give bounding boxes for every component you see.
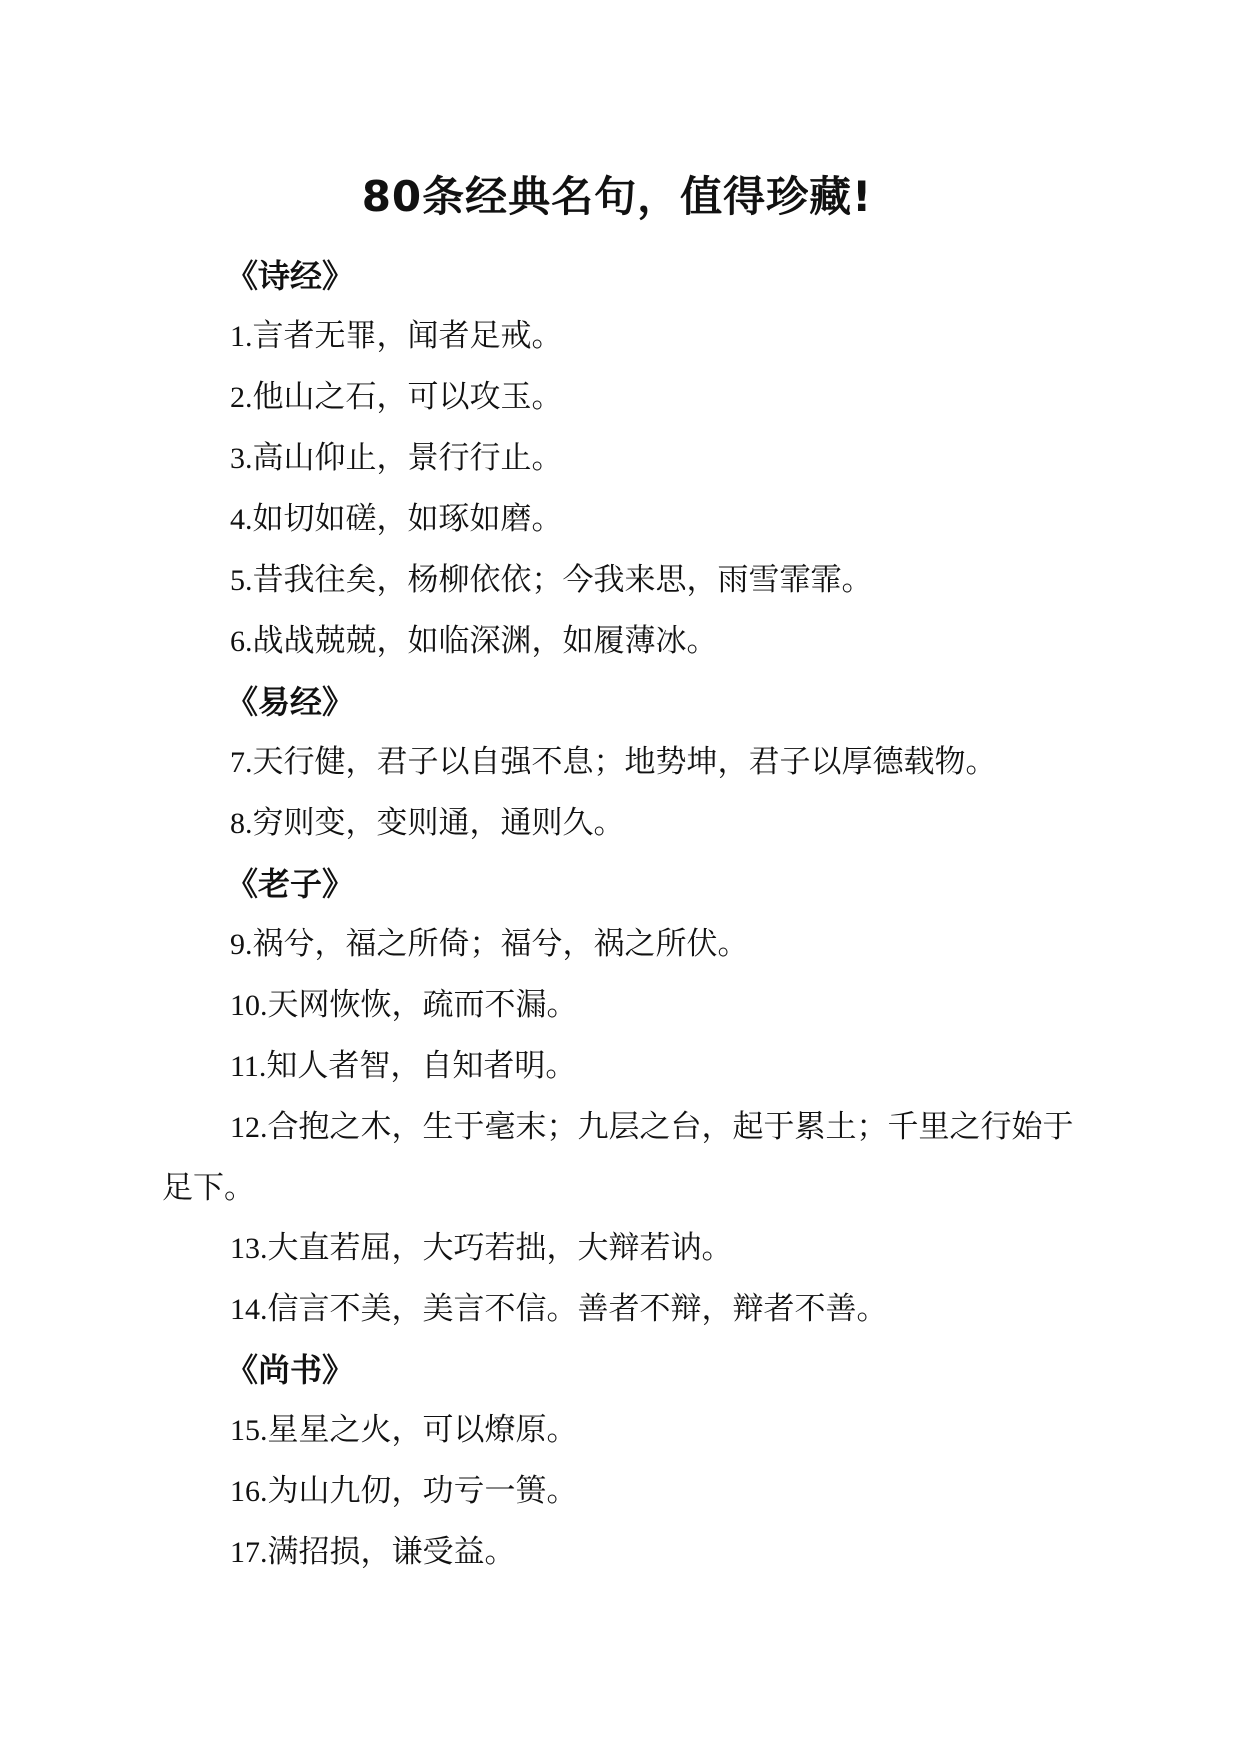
quote-text: 星星之火，可以燎原。 — [267, 1412, 578, 1448]
quote-number: 11. — [230, 1050, 267, 1083]
quote-number: 3. — [230, 442, 253, 475]
quote-item — [162, 489, 1082, 550]
quote-item — [162, 1279, 1082, 1340]
quote-number: 10. — [230, 989, 268, 1022]
quote-item — [162, 1036, 1082, 1097]
quote-number: 1. — [230, 320, 253, 353]
quote-item — [162, 306, 1082, 367]
quote-text: 昔我往矣，杨柳依依；今我来思，雨雪霏霏。 — [252, 562, 873, 598]
quote-item — [162, 1461, 1082, 1522]
quote-text: 如切如磋，如琢如磨。 — [252, 501, 563, 537]
section-heading-yijing: 《易经》 — [226, 683, 355, 721]
quote-item — [162, 611, 1082, 672]
quote-text: 为山九仞，功亏一篑。 — [267, 1473, 578, 1509]
quote-number: 9. — [230, 928, 253, 961]
document-body — [162, 246, 1082, 1583]
quote-item — [162, 1522, 1082, 1583]
quote-text: 高山仰止，景行行止。 — [252, 440, 563, 476]
quote-text: 大直若屈，大巧若拙，大辩若讷。 — [267, 1230, 733, 1266]
section-heading-laozi: 《老子》 — [226, 865, 355, 903]
quote-text: 穷则变，变则通，通则久。 — [252, 805, 625, 841]
quote-text: 战战兢兢，如临深渊，如履薄冰。 — [252, 623, 718, 659]
section-heading-shangshu: 《尚书》 — [226, 1351, 355, 1389]
quote-item — [162, 914, 1082, 975]
quote-item — [162, 1400, 1082, 1461]
quote-number: 7. — [230, 746, 253, 779]
quote-number: 14. — [230, 1293, 268, 1326]
quote-text: 他山之石，可以攻玉。 — [252, 379, 563, 415]
quote-number: 17. — [230, 1536, 268, 1569]
quote-text: 言者无罪，闻者足戒。 — [252, 318, 563, 354]
quote-text: 满招损，谦受益。 — [267, 1534, 516, 1570]
quote-item — [162, 1097, 1082, 1218]
quote-number: 16. — [230, 1475, 268, 1508]
quote-number: 15. — [230, 1414, 268, 1447]
quote-item — [162, 367, 1082, 428]
quote-text: 知人者智，自知者明。 — [266, 1048, 577, 1084]
quote-number: 13. — [230, 1232, 268, 1265]
quote-text: 信言不美，美言不信。善者不辩，辩者不善。 — [267, 1291, 888, 1327]
quote-item — [162, 732, 1082, 793]
quote-text: 合抱之木，生于毫末；九层之台，起于累土；千里之行始于足下。 — [162, 1109, 1074, 1206]
quote-item — [162, 428, 1082, 489]
quote-number: 6. — [230, 625, 253, 658]
quote-item — [162, 550, 1082, 611]
quote-number: 5. — [230, 564, 253, 597]
quote-number: 8. — [230, 807, 253, 840]
quote-number: 12. — [230, 1111, 268, 1144]
quote-text: 天网恢恢，疏而不漏。 — [267, 987, 578, 1023]
quote-item — [162, 1218, 1082, 1279]
page-title: 80条经典名句，值得珍藏! — [361, 172, 873, 221]
section-heading-shijing: 《诗经》 — [226, 257, 355, 295]
quote-text: 天行健，君子以自强不息；地势坤，君子以厚德载物。 — [252, 744, 997, 780]
quote-number: 4. — [230, 503, 253, 536]
quote-item — [162, 793, 1082, 854]
quote-item — [162, 975, 1082, 1036]
quote-number: 2. — [230, 381, 253, 414]
quote-text: 祸兮，福之所倚；福兮，祸之所伏。 — [252, 926, 749, 962]
